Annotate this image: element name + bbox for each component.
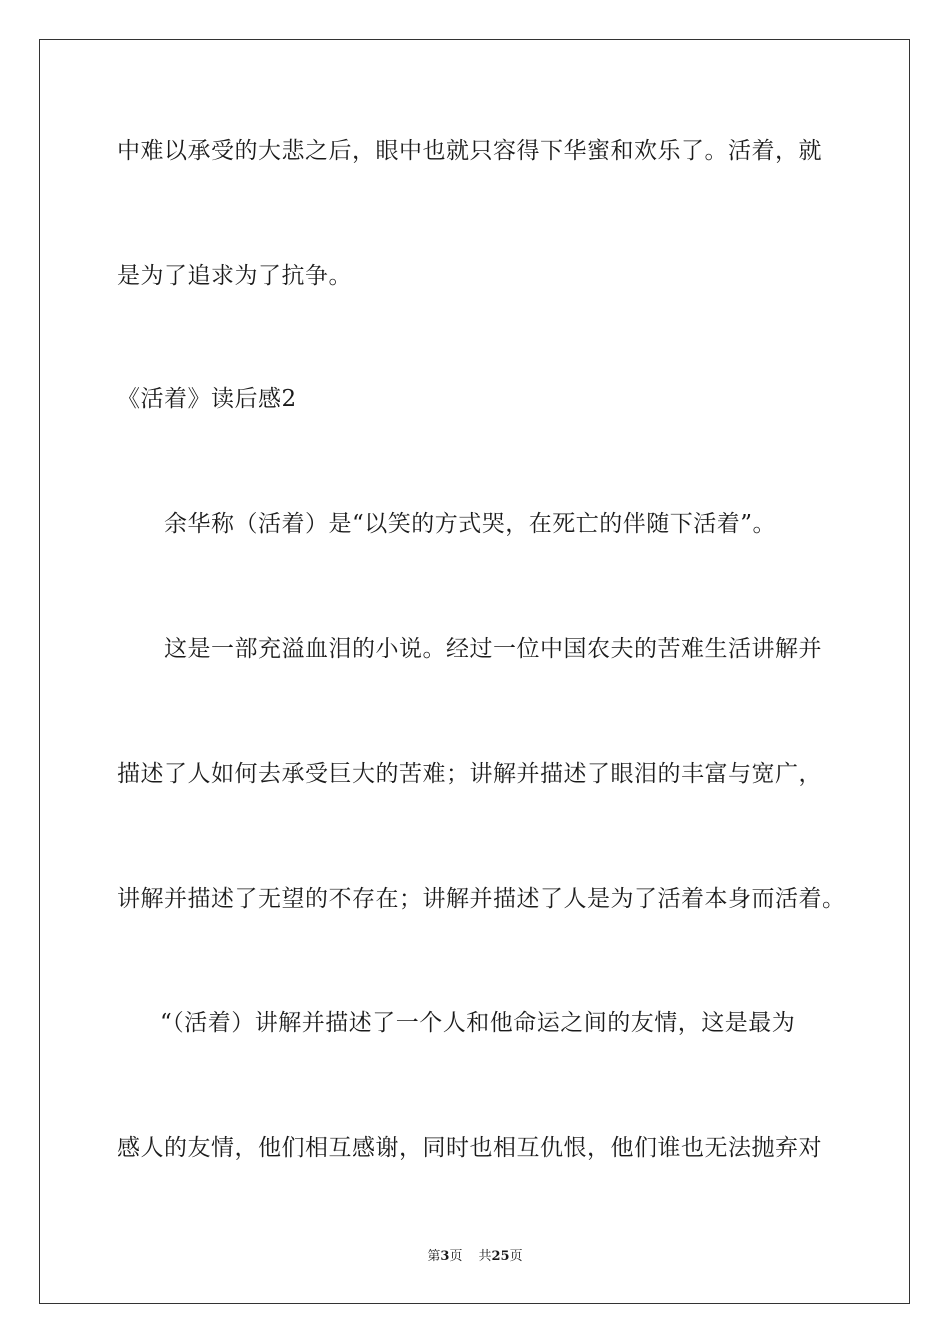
body-line-2: 是为了追求为了抗争。: [117, 263, 352, 289]
section-heading: 《活着》读后感2: [117, 386, 297, 412]
page-number: 3: [440, 1249, 450, 1264]
body-line-5: 描述了人如何去承受巨大的苦难；讲解并描述了眼泪的丰富与宽广，: [117, 761, 822, 787]
page-border: [39, 39, 910, 1304]
body-line-6: 讲解并描述了无望的不存在；讲解并描述了人是为了活着本身而活着。: [117, 886, 846, 912]
body-line-1: 中难以承受的大悲之后，眼中也就只容得下华蜜和欢乐了。活着，就: [117, 138, 822, 164]
total-prefix: 共: [478, 1249, 492, 1264]
body-line-7: “（活着）讲解并描述了一个人和他命运之间的友情，这是最为: [160, 1010, 796, 1036]
total-pages: 25: [491, 1249, 510, 1264]
page-suffix: 页: [449, 1249, 463, 1264]
page-footer: [0, 1248, 950, 1266]
page-prefix: 第: [427, 1249, 441, 1264]
total-suffix: 页: [509, 1249, 523, 1264]
body-line-4: 这是一部充溢血泪的小说。经过一位中国农夫的苦难生活讲解并: [164, 636, 822, 662]
body-line-8: 感人的友情，他们相互感谢，同时也相互仇恨，他们谁也无法抛弃对: [117, 1135, 822, 1161]
body-line-3: 余华称（活着）是“以笑的方式哭，在死亡的伴随下活着”。: [164, 511, 777, 537]
